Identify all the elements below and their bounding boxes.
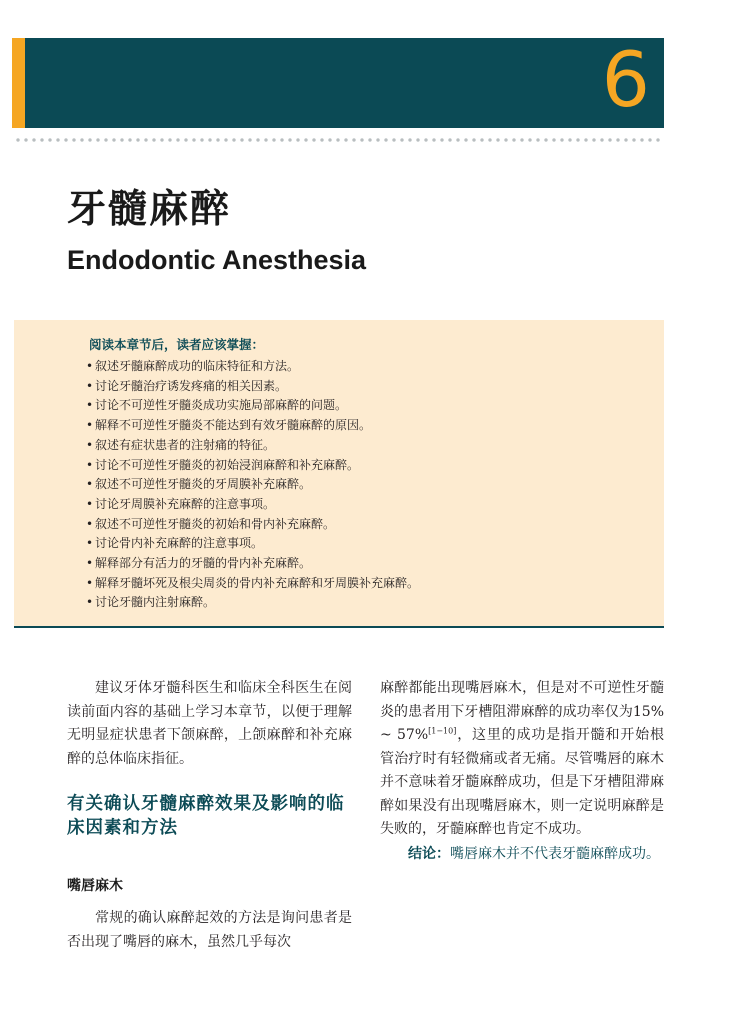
objective-item xyxy=(86,574,419,594)
objective-item xyxy=(86,495,419,515)
bullet-icon: • xyxy=(86,378,94,393)
objective-text: 解释部分有活力的牙髓的骨内补充麻醉。 xyxy=(95,556,312,571)
header-accent-bar xyxy=(12,38,25,128)
bullet-icon: • xyxy=(86,516,94,531)
bullet-icon: • xyxy=(86,536,94,551)
bullet-icon: • xyxy=(86,398,94,413)
right-column-paragraph xyxy=(380,677,664,842)
left-column-intro xyxy=(67,677,352,771)
bullet-icon: • xyxy=(86,477,94,492)
objectives-list xyxy=(86,357,419,613)
citation: [1−10] xyxy=(428,726,457,736)
objective-text: 叙述不可逆性牙髓炎的初始和骨内补充麻醉。 xyxy=(95,516,336,531)
objective-text: 解释牙髓坏死及根尖周炎的骨内补充麻醉和牙周膜补充麻醉。 xyxy=(95,575,420,590)
left-column-lip-numbness xyxy=(67,907,352,954)
objective-item xyxy=(86,416,419,436)
bullet-icon: • xyxy=(86,595,94,610)
objective-text: 讨论不可逆性牙髓炎成功实施局部麻醉的问题。 xyxy=(95,398,348,413)
subsection-heading: 嘴唇麻木 xyxy=(67,878,123,894)
chapter-title-chinese: 牙髓麻醉 xyxy=(67,187,232,232)
bullet-icon: • xyxy=(86,418,94,433)
lip-numbness-paragraph: 常规的确认麻醉起效的方法是询问患者是否出现了嘴唇的麻木，虽然几乎每次 xyxy=(67,910,352,950)
dotted-divider xyxy=(14,137,664,143)
conclusion-text: 嘴唇麻木并不代表牙髓麻醉成功。 xyxy=(450,845,660,862)
objective-item xyxy=(86,436,419,456)
objective-text: 讨论牙髓治疗诱发疼痛的相关因素。 xyxy=(95,378,288,393)
bullet-icon: • xyxy=(86,556,94,571)
objective-item xyxy=(86,396,419,416)
intro-paragraph: 建议牙体牙髓科医生和临床全科医生在阅读前面内容的基础上学习本章节，以便于理解无明显症状患者下颌麻醉，上颌麻醉和补充麻醉的总体临床指征。 xyxy=(67,680,352,767)
chapter-number: 6 xyxy=(601,35,650,124)
chapter-title-english: Endodontic Anesthesia xyxy=(67,245,367,275)
paragraph-text-b: ，这里的成功是指开髓和开始根管治疗时有轻微痛或者无痛。尽管嘴唇的麻木并不意味着牙髓麻醉成功，但是下牙槽阻滞麻醉如果没有出现嘴唇麻木，则一定说明麻醉是失败的，牙髓麻醉也肯定不成功。 xyxy=(380,727,664,837)
conclusion-label: 结论： xyxy=(408,845,450,862)
objective-item xyxy=(86,357,419,377)
objective-text: 讨论骨内补充麻醉的注意事项。 xyxy=(95,536,264,551)
objectives-heading: 阅读本章节后，读者应该掌握： xyxy=(89,337,265,352)
objective-item xyxy=(86,534,419,554)
paragraph-text-a: 麻醉都能出现嘴唇麻木，但是对不可逆性牙髓炎的患者用下牙槽阻滞麻醉的成功率仅为15% ~ 57% xyxy=(380,680,664,743)
objective-text: 讨论不可逆性牙髓炎的初始浸润麻醉和补充麻醉。 xyxy=(95,457,360,472)
bullet-icon: • xyxy=(86,575,94,590)
objective-item xyxy=(86,593,419,613)
section-heading: 有关确认牙髓麻醉效果及影响的临床因素和方法 xyxy=(67,794,345,838)
bullet-icon: • xyxy=(86,457,94,472)
objective-item xyxy=(86,377,419,397)
objective-item xyxy=(86,456,419,476)
bullet-icon: • xyxy=(86,496,94,511)
objective-text: 解释不可逆性牙髓炎不能达到有效牙髓麻醉的原因。 xyxy=(95,418,372,433)
bullet-icon: • xyxy=(86,359,94,373)
objective-text: 叙述有症状患者的注射痛的特征。 xyxy=(95,437,276,452)
objective-item xyxy=(86,554,419,574)
learning-objectives-box xyxy=(14,320,664,628)
conclusion xyxy=(380,843,664,867)
objective-text: 讨论牙髓内注射麻醉。 xyxy=(95,595,216,610)
objective-item xyxy=(86,475,419,495)
chapter-header-band xyxy=(25,35,664,128)
objective-item xyxy=(86,515,419,535)
objective-text: 叙述牙髓麻醉成功的临床特征和方法。 xyxy=(95,359,300,373)
bullet-icon: • xyxy=(86,437,94,452)
objective-text: 叙述不可逆性牙髓炎的牙周膜补充麻醉。 xyxy=(95,477,312,492)
right-column xyxy=(380,677,664,866)
objective-text: 讨论牙周膜补充麻醉的注意事项。 xyxy=(95,496,276,511)
